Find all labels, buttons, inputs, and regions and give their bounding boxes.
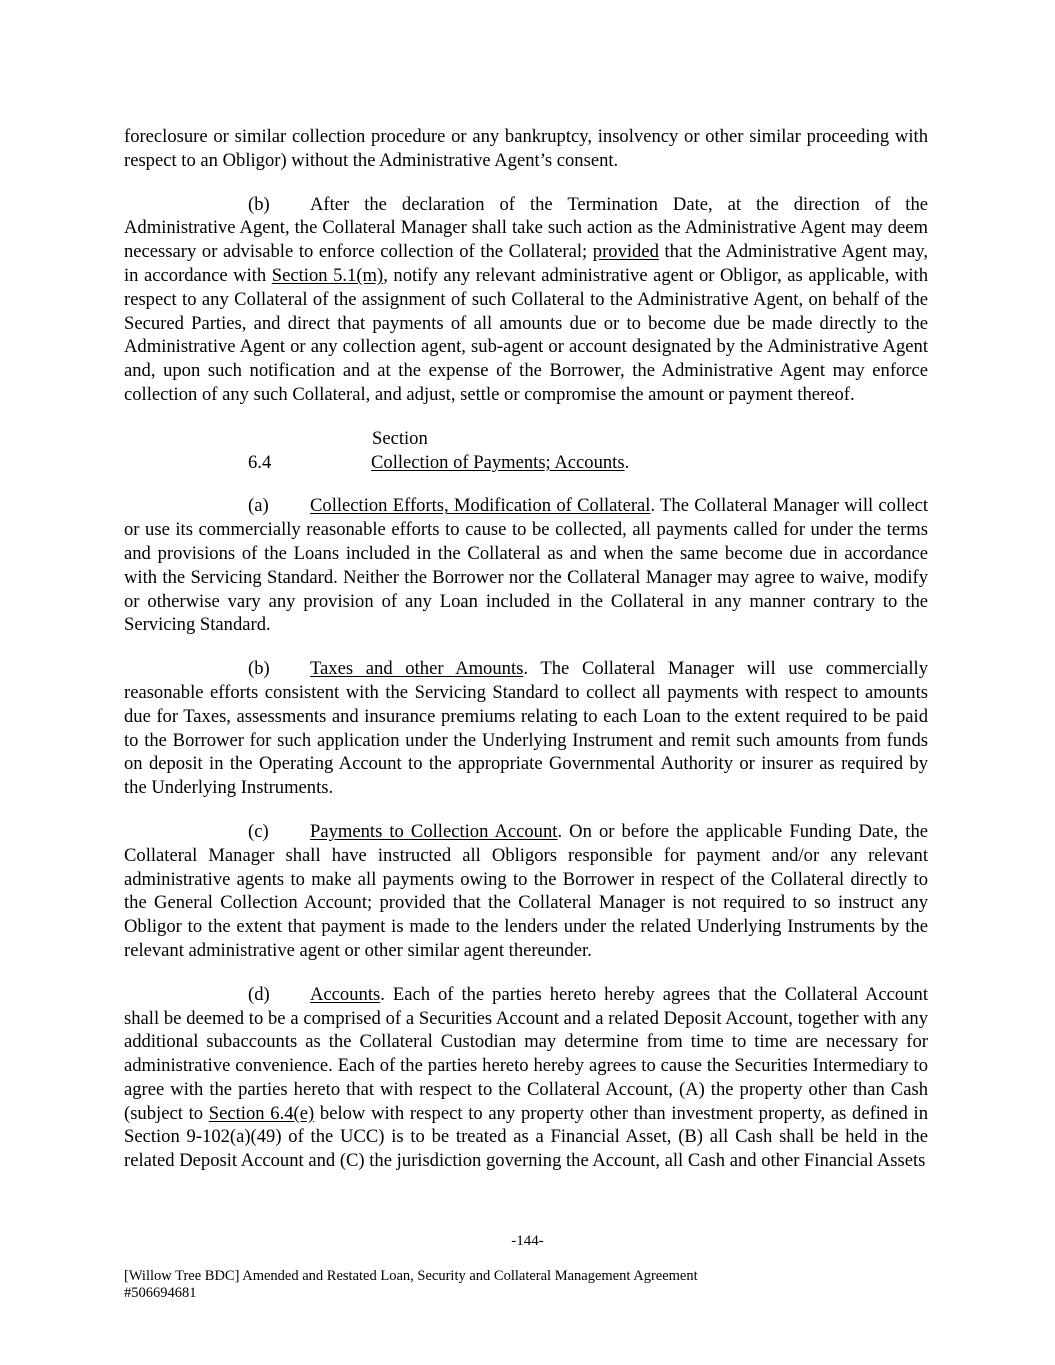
- cross-reference: Section 6.4(e): [208, 1102, 315, 1124]
- paragraph-text: After the declaration of the Termination Date, at the direction of the Administrative Agent, the Collateral Manager shall take such action as the Administrative Agent may deem necessary or advisable to enforce collection of the Collateral;: [124, 193, 928, 263]
- provided-term: provided: [592, 241, 659, 263]
- paragraph-title: Taxes and other Amounts: [310, 658, 524, 680]
- paragraph-label: (c): [248, 820, 269, 842]
- paragraph-label: (b): [248, 193, 270, 215]
- section-heading: [124, 427, 928, 475]
- paragraph-text: below with respect to any property other than investment property, as defined in Section 9-102(a)(49) of the UCC) is to be treated as a Financial Asset, (B) all Cash shall be held in the related Deposit Account and (C) the jurisdiction governing the Account, all Cash and other Financial Assets: [124, 1102, 928, 1172]
- paragraph-6-4-a: [124, 494, 928, 637]
- paragraph-6-3-b: [124, 193, 928, 407]
- cross-reference: Section 5.1(m): [271, 264, 384, 286]
- paragraph-text: . On or before the applicable Funding Date, the Collateral Manager shall have instructed all Obligors responsible for payment and/or any relevant administrative agents to make all payments owing to the Borrower in respect of the Collateral directly to the General Collection Account; provided that the Collateral Manager is not required to so instruct any Obligor to the extent that payment is made to the lenders under the related Underlying Instruments by the relevant administrative agent or other similar agent thereunder.: [124, 820, 928, 961]
- section-title: Collection of Payments; Accounts: [371, 451, 625, 473]
- footer-title: [Willow Tree BDC] Amended and Restated Loan, Security and Collateral Management Agreement: [124, 1268, 698, 1284]
- paragraph-6-4-d: [124, 983, 928, 1173]
- paragraph-text: . Each of the parties hereto hereby agrees that the Collateral Account shall be deemed to be a comprised of a Securities Account and a related Deposit Account, together with any additional subaccounts as the Collateral Custodian may determine from time to time are necessary for administrative convenience. Each of the parties hereto hereby agrees to cause the Securities Intermediary to agree with the parties hereto that with respect to the Collateral Account, (A) the property other than Cash (subject to: [124, 983, 928, 1124]
- paragraph-title: Accounts: [310, 983, 381, 1005]
- document-body: [124, 125, 928, 1193]
- paragraph-text: . The Collateral Manager will use commercially reasonable efforts consistent with the Servicing Standard to collect all payments with respect to amounts due for Taxes, assessments and insurance premiums relating to each Loan to the extent required to be paid to the Borrower for such application under the Underlying Instrument and remit such amounts from funds on deposit in the Operating Account to the appropriate Governmental Authority or insurer as required by the Underlying Instruments.: [124, 658, 928, 799]
- paragraph-text: that the Administrative Agent may, in accordance with: [124, 241, 928, 286]
- section-title-end: .: [624, 451, 630, 473]
- page-number: -144-: [511, 1233, 544, 1249]
- carryover-text: foreclosure or similar collection procedure or any bankruptcy, insolvency or other similar proceeding with respect to an Obligor) without the Administrative Agent’s consent.: [124, 126, 928, 171]
- paragraph-6-4-b: [124, 657, 928, 800]
- document-footer: [124, 1268, 698, 1302]
- carryover-paragraph: [124, 125, 928, 173]
- paragraph-title: Collection Efforts, Modification of Collateral: [310, 495, 651, 517]
- paragraph-text: . The Collateral Manager will collect or use its commercially reasonable efforts to cause to be collected, all payments called for under the terms and provisions of the Loans included in the Collateral as and when the same become due in accordance with the Servicing Standard. Neither the Borrower nor the Collateral Manager may agree to waive, modify or otherwise vary any provision of any Loan included in the Collateral in any manner contrary to the Servicing Standard.: [124, 495, 928, 636]
- footer-doc-id: #506694681: [124, 1285, 197, 1301]
- paragraph-label: (b): [248, 658, 270, 680]
- paragraph-label: (a): [248, 495, 269, 517]
- paragraph-title: Payments to Collection Account: [310, 820, 558, 842]
- paragraph-text: , notify any relevant administrative agent or Obligor, as applicable, with respect to any Collateral of the assignment of such Collateral to the Administrative Agent, on behalf of the Secured Parties, and direct that payments of all amounts due or to become due be made directly to the Administrative Agent or any collection agent, sub-agent or account designated by the Administrative Agent and, upon such notification and at the expense of the Borrower, the Administrative Agent may enforce collection of any such Collateral, and adjust, settle or compromise the amount or payment thereof.: [124, 264, 928, 405]
- paragraph-6-4-c: [124, 820, 928, 963]
- section-number: Section 6.4: [248, 427, 428, 473]
- paragraph-label: (d): [248, 983, 270, 1005]
